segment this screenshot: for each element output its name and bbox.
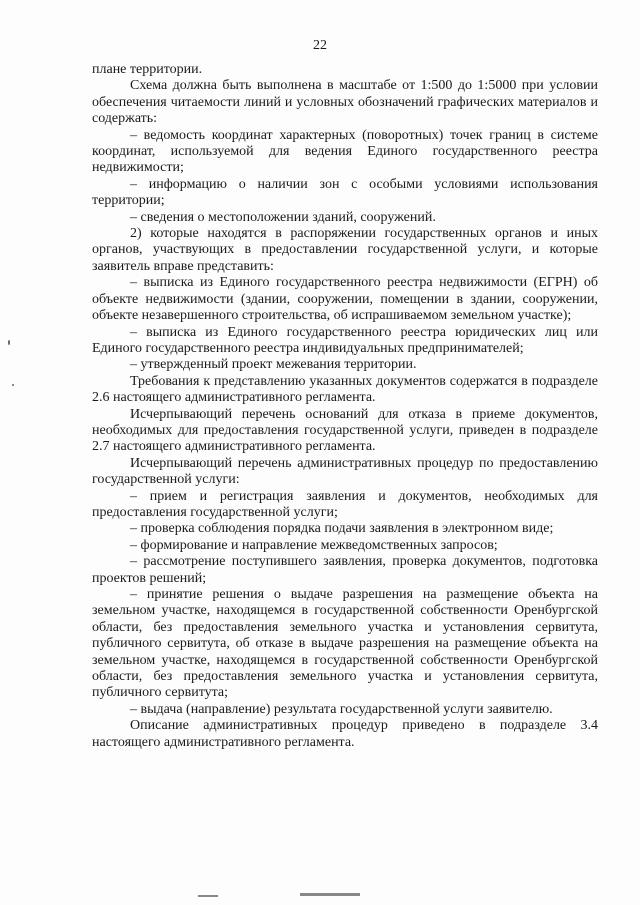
scan-speck [12, 384, 14, 386]
page-number: 22 [313, 38, 327, 53]
paragraph: 2) которые находятся в распоряжении государственных органов и иных органов, участвующих в предоставлении государственной услуги, и которые заявитель вправе представить: [92, 226, 598, 274]
list-item: – информацию о наличии зон с особыми условиями использования территории; [92, 176, 598, 209]
list-item: – формирование и направление межведомственных запросов; [130, 537, 498, 553]
list-item: – сведения о местоположении зданий, сооружений. [130, 209, 436, 225]
list-item: – ведомость координат характерных (поворотных) точек границ в системе координат, используемой для ведения Единого государственного реестра недвижимости; [92, 127, 598, 176]
paragraph: Схема должна быть выполнена в масштабе от 1:500 до 1:5000 при условии обеспечения читаемости линий и условных обозначений графических материалов и содержать: [92, 78, 598, 127]
list-item: – выписка из Единого государственного реестра юридических лиц или Единого государственного реестра индивидуальных предпринимателей; [92, 324, 598, 356]
list-item: – прием и регистрация заявления и документов, необходимых для предоставления государственной услуги; [92, 488, 598, 520]
scan-edge-mark [198, 895, 218, 897]
paragraph: Исчерпывающий перечень административных процедур по предоставлению государственной услуги: [92, 455, 598, 488]
list-item: – выписка из Единого государственного реестра недвижимости (ЕГРН) об объекте недвижимости (здании, сооружении, помещении в здании, сооружении, объекте незавершенного строительства, об испрашиваемом земельном участке); [92, 275, 598, 324]
list-item: – выдача (направление) результата государственной услуги заявителю. [130, 701, 553, 717]
paragraph: Исчерпывающий перечень оснований для отказа в приеме документов, необходимых для предоставления государственной услуги, приведен в подразделе 2.7 настоящего административного регламента. [92, 406, 598, 455]
document-body [92, 62, 598, 751]
paragraph: плане территории. [92, 62, 203, 77]
list-item: – принятие решения о выдаче разрешения на размещение объекта на земельном участке, находящемся в государственной собственности Оренбургской области, без предоставления земельного участка и установления сервитута, публичного сервитута, об отказе в выдаче разрешения на размещение объекта на земельном участке, находящемся в государственной собственности Оренбургской области, без предоставления земельного участка и установления сервитута, публичного сервитута; [92, 587, 598, 701]
list-item: – проверка соблюдения порядка подачи заявления в электронном виде; [130, 521, 554, 537]
paragraph: Описание административных процедур приведено в подразделе 3.4 настоящего административного регламента. [92, 718, 598, 750]
scan-edge-mark [300, 893, 360, 896]
list-item: – рассмотрение поступившего заявления, проверка документов, подготовка проектов решений; [92, 554, 598, 586]
list-item: – утвержденный проект межевания территории. [130, 357, 417, 373]
scan-speck [8, 340, 10, 345]
paragraph: Требования к представлению указанных документов содержатся в подразделе 2.6 настоящего административного регламента. [92, 373, 598, 406]
